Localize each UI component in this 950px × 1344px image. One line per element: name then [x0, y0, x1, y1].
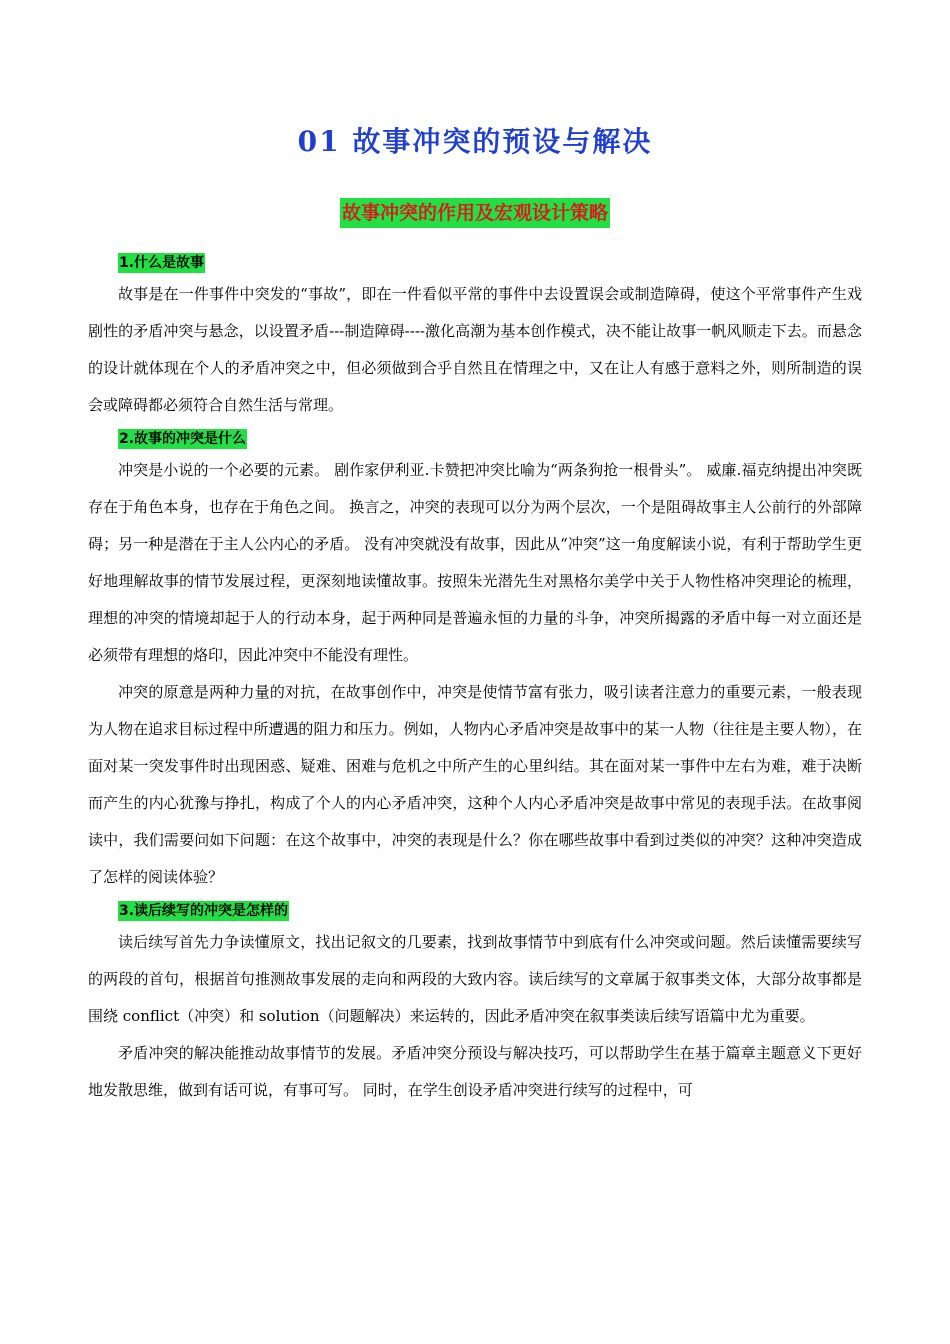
section-2-paragraph-1: 冲突是小说的一个必要的元素。 剧作家伊利亚.卡赞把冲突比喻为“两条狗抢一根骨头”。 威廉.福克纳提出冲突既存在于角色本身，也存在于角色之间。 换言之，冲突的表现可以分为两个层次，一个是阻碍故事主人公前行的外部障碍；另一种是潜在于主人公内心的矛盾。 没有冲突就没有故事，因此从“冲突”这一角度解读小说，有利于帮助学生更好地理解故事的情节发展过程，更深刻地读懂故事。按照朱光潜先生对黑格尔美学中关于人物性格冲突理论的梳理，理想的冲突的情境却起于人的行动本身，起于两种同是普遍永恒的力量的斗争，冲突所揭露的矛盾中每一对立面还是必须带有理想的烙印，因此冲突中不能没有理性。 — [88, 461, 862, 664]
subtitle-container — [88, 198, 862, 228]
page-title: 01 故事冲突的预设与解决 — [297, 125, 653, 158]
section-heading-1-label: 1.什么是故事 — [119, 255, 205, 271]
section-heading-2-label: 2.故事的冲突是什么 — [119, 431, 247, 447]
section-1-paragraph-1: 故事是在一件事件中突发的“事故”，即在一件看似平常的事件中去设置误会或制造障碍，使这个平常事件产生戏剧性的矛盾冲突与悬念，以设置矛盾---制造障碍----激化高潮为基本创作模式，决不能让故事一帆风顺走下去。而悬念的设计就体现在个人的矛盾冲突之中，但必须做到合乎自然且在情理之中，又在让人有感于意料之外，则所制造的误会或障碍都必须符合自然生活与常理。 — [88, 285, 862, 414]
section-3-paragraph-2: 矛盾冲突的解决能推动故事情节的发展。矛盾冲突分预设与解决技巧，可以帮助学生在基于篇章主题意义下更好地发散思维，做到有话可说，有事可写。 同时，在学生创设矛盾冲突进行续写的过程中，可 — [88, 1044, 862, 1099]
page-subtitle: 故事冲突的作用及宏观设计策略 — [340, 198, 610, 228]
section-3-paragraph-1: 读后续写首先力争读懂原文，找出记叙文的几要素，找到故事情节中到底有什么冲突或问题。然后读懂需要续写的两段的首句，根据首句推测故事发展的走向和两段的大致内容。读后续写的文章属于叙事类文体，大部分故事都是围绕 conflict（冲突）和 solution（问题解决）来运转的，因此矛盾冲突在叙事类读后续写语篇中尤为重要。 — [88, 933, 862, 1025]
section-heading-3-label: 3.读后续写的冲突是怎样的 — [119, 903, 289, 919]
section-heading-1 — [88, 249, 862, 269]
section-2-paragraph-2: 冲突的原意是两种力量的对抗，在故事创作中，冲突是使情节富有张力，吸引读者注意力的重要元素，一般表现为人物在追求目标过程中所遭遇的阻力和压力。例如，人物内心矛盾冲突是故事中的某一人物（往往是主要人物），在面对某一突发事件时出现困惑、疑难、困难与危机之中所产生的心里纠结。其在面对某一事件中左右为难，难于决断而产生的内心犹豫与挣扎，构成了个人的内心矛盾冲突，这种个人内心矛盾冲突是故事中常见的表现手法。在故事阅读中，我们需要问如下问题：在这个故事中，冲突的表现是什么？你在哪些故事中看到过类似的冲突？这种冲突造成了怎样的阅读体验？ — [88, 683, 862, 886]
section-heading-3 — [88, 897, 862, 917]
section-heading-2 — [88, 425, 862, 445]
